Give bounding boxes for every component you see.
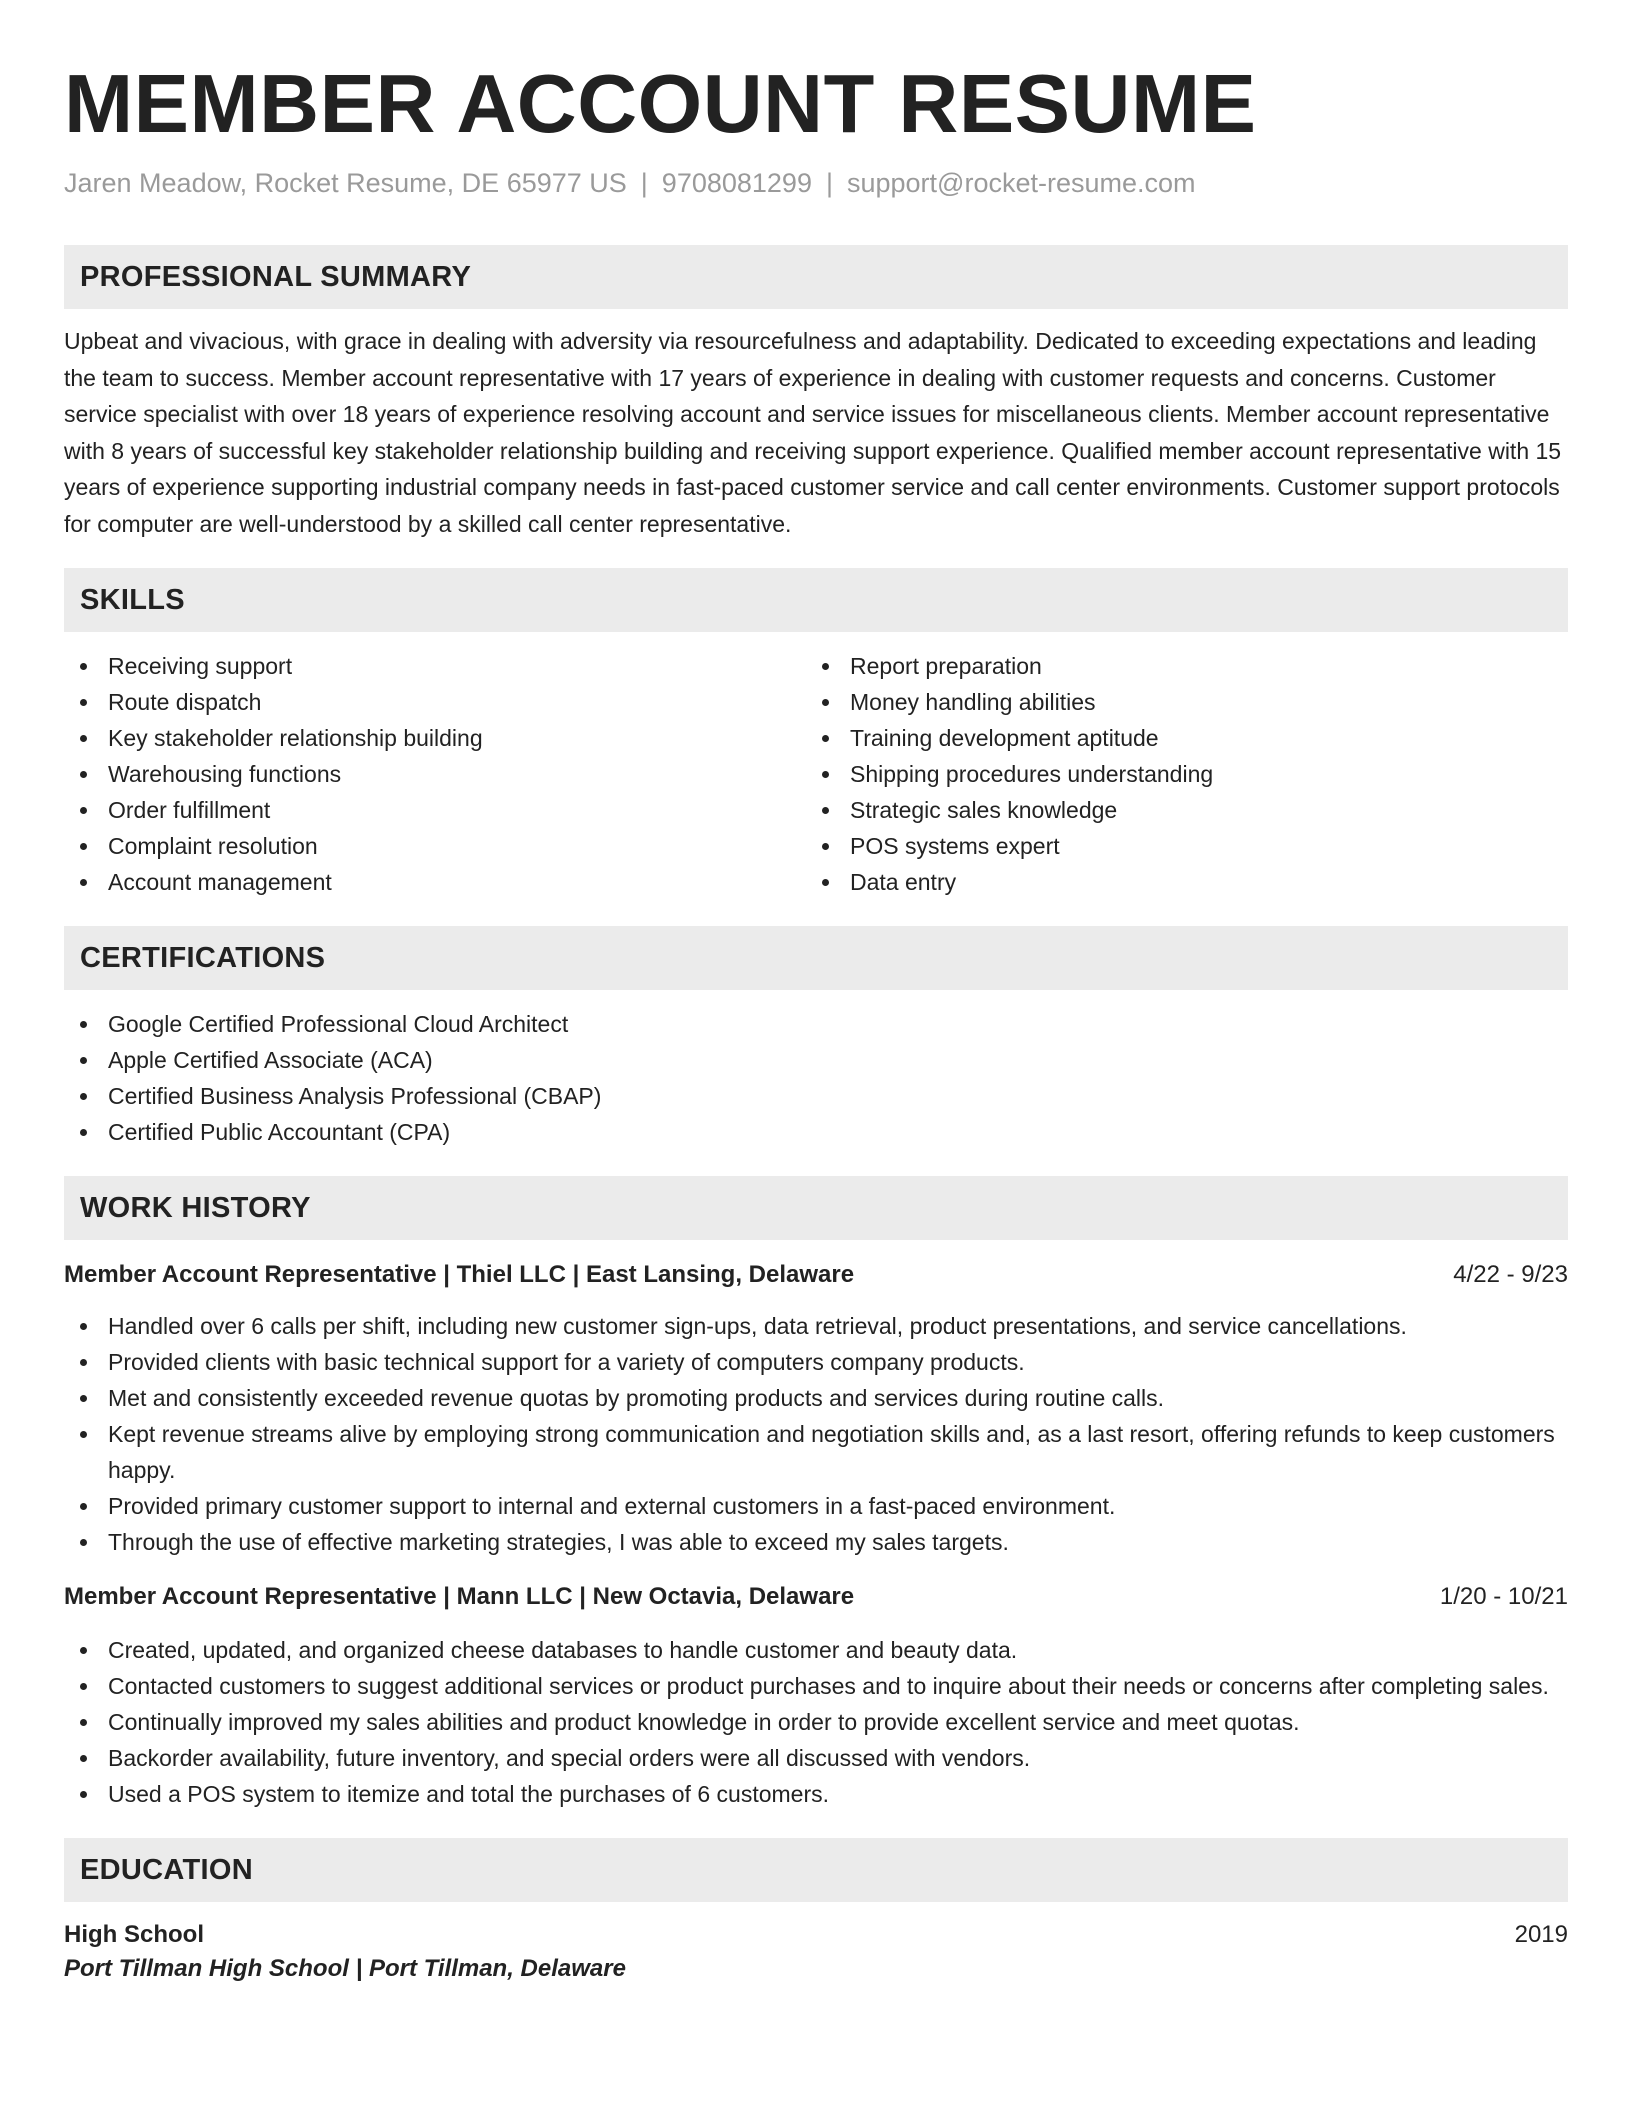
skills-list-left xyxy=(64,648,806,900)
job-bullet: Backorder availability, future inventory, and special orders were all discussed with vendors. xyxy=(64,1740,1568,1776)
work-history-heading: WORK HISTORY xyxy=(64,1176,1568,1240)
job-bullet: Met and consistently exceeded revenue quotas by promoting products and services during routine calls. xyxy=(64,1380,1568,1416)
skill-item: Account management xyxy=(64,864,806,900)
contact-separator: | xyxy=(825,168,833,198)
certification-item: Apple Certified Associate (ACA) xyxy=(64,1042,1568,1078)
skill-item: Warehousing functions xyxy=(64,756,806,792)
job-bullet: Created, updated, and organized cheese databases to handle customer and beauty data. xyxy=(64,1632,1568,1668)
education-degree: High School xyxy=(64,1921,204,1948)
job-bullet: Handled over 6 calls per shift, including new customer sign-ups, data retrieval, product presentations, and service cancellations. xyxy=(64,1308,1568,1344)
job-bullet: Continually improved my sales abilities and product knowledge in order to provide excellent service and meet quotas. xyxy=(64,1704,1568,1740)
skills-list-right xyxy=(806,648,1548,900)
resume-title: MEMBER ACCOUNT RESUME xyxy=(64,57,1257,150)
job-dates: 1/20 - 10/21 xyxy=(1439,1583,1568,1610)
contact-line xyxy=(64,166,1568,200)
education-header xyxy=(64,1918,1568,1952)
certification-item: Certified Public Accountant (CPA) xyxy=(64,1114,1568,1150)
certification-item: Google Certified Professional Cloud Architect xyxy=(64,1006,1568,1042)
skill-item: Strategic sales knowledge xyxy=(806,792,1548,828)
job-entry xyxy=(64,1580,1568,1812)
skill-item: Complaint resolution xyxy=(64,828,806,864)
contact-phone: 9708081299 xyxy=(661,168,812,198)
skills-grid xyxy=(64,648,1568,900)
skill-item: Route dispatch xyxy=(64,684,806,720)
skill-item: Order fulfillment xyxy=(64,792,806,828)
job-bullet: Provided primary customer support to internal and external customers in a fast-paced environment. xyxy=(64,1488,1568,1524)
education-year: 2019 xyxy=(1514,1921,1568,1948)
contact-address: Jaren Meadow, Rocket Resume, DE 65977 US xyxy=(64,168,627,198)
education-school: Port Tillman High School | Port Tillman, Delaware xyxy=(64,1955,626,1982)
job-title: Member Account Representative | Mann LLC | New Octavia, Delaware xyxy=(64,1583,855,1610)
job-entry xyxy=(64,1258,1568,1560)
job-title: Member Account Representative | Thiel LLC | East Lansing, Delaware xyxy=(64,1261,855,1288)
skill-item: Data entry xyxy=(806,864,1548,900)
skill-item: Report preparation xyxy=(806,648,1548,684)
contact-email: support@rocket-resume.com xyxy=(846,168,1196,198)
education-heading: EDUCATION xyxy=(64,1838,1568,1902)
summary-text: Upbeat and vivacious, with grace in dealing with adversity via resourcefulness and adaptability. Dedicated to exceeding expectations and leading the team to success. Member account representative with 17 years of experience in dealing with customer requests and concerns. Customer service specialist with over 18 years of experience resolving account and service issues for miscellaneous clients. Member account representative with 8 years of successful key stakeholder relationship building and receiving support experience. Qualified member account representative with 15 years of experience supporting industrial company needs in fast-paced customer service and call center environments. Customer support protocols for computer are well-understood by a skilled call center representative. xyxy=(64,328,1562,537)
job-bullet: Kept revenue streams alive by employing strong communication and negotiation skills and, as a last resort, offering refunds to keep customers happy. xyxy=(64,1416,1568,1488)
skill-item: POS systems expert xyxy=(806,828,1548,864)
resume-page xyxy=(64,0,1568,1986)
skill-item: Receiving support xyxy=(64,648,806,684)
job-bullet: Contacted customers to suggest additional services or product purchases and to inquire about their needs or concerns after completing sales. xyxy=(64,1668,1568,1704)
contact-separator: | xyxy=(640,168,648,198)
skill-item: Training development aptitude xyxy=(806,720,1548,756)
skill-item: Key stakeholder relationship building xyxy=(64,720,806,756)
certifications-heading: CERTIFICATIONS xyxy=(64,926,1568,990)
job-bullet: Provided clients with basic technical support for a variety of computers company products. xyxy=(64,1344,1568,1380)
certification-item: Certified Business Analysis Professional (CBAP) xyxy=(64,1078,1568,1114)
education-entry xyxy=(64,1918,1568,1986)
job-bullet: Used a POS system to itemize and total the purchases of 6 customers. xyxy=(64,1776,1568,1812)
skills-heading: SKILLS xyxy=(64,568,1568,632)
summary-heading: PROFESSIONAL SUMMARY xyxy=(64,245,1568,309)
skill-item: Shipping procedures understanding xyxy=(806,756,1548,792)
job-header xyxy=(64,1580,1568,1614)
job-dates: 4/22 - 9/23 xyxy=(1453,1261,1568,1288)
job-header xyxy=(64,1258,1568,1292)
job-bullets xyxy=(64,1632,1568,1812)
skill-item: Money handling abilities xyxy=(806,684,1548,720)
job-bullet: Through the use of effective marketing strategies, I was able to exceed my sales targets. xyxy=(64,1524,1568,1560)
certifications-list xyxy=(64,1006,1568,1150)
job-bullets xyxy=(64,1308,1568,1560)
